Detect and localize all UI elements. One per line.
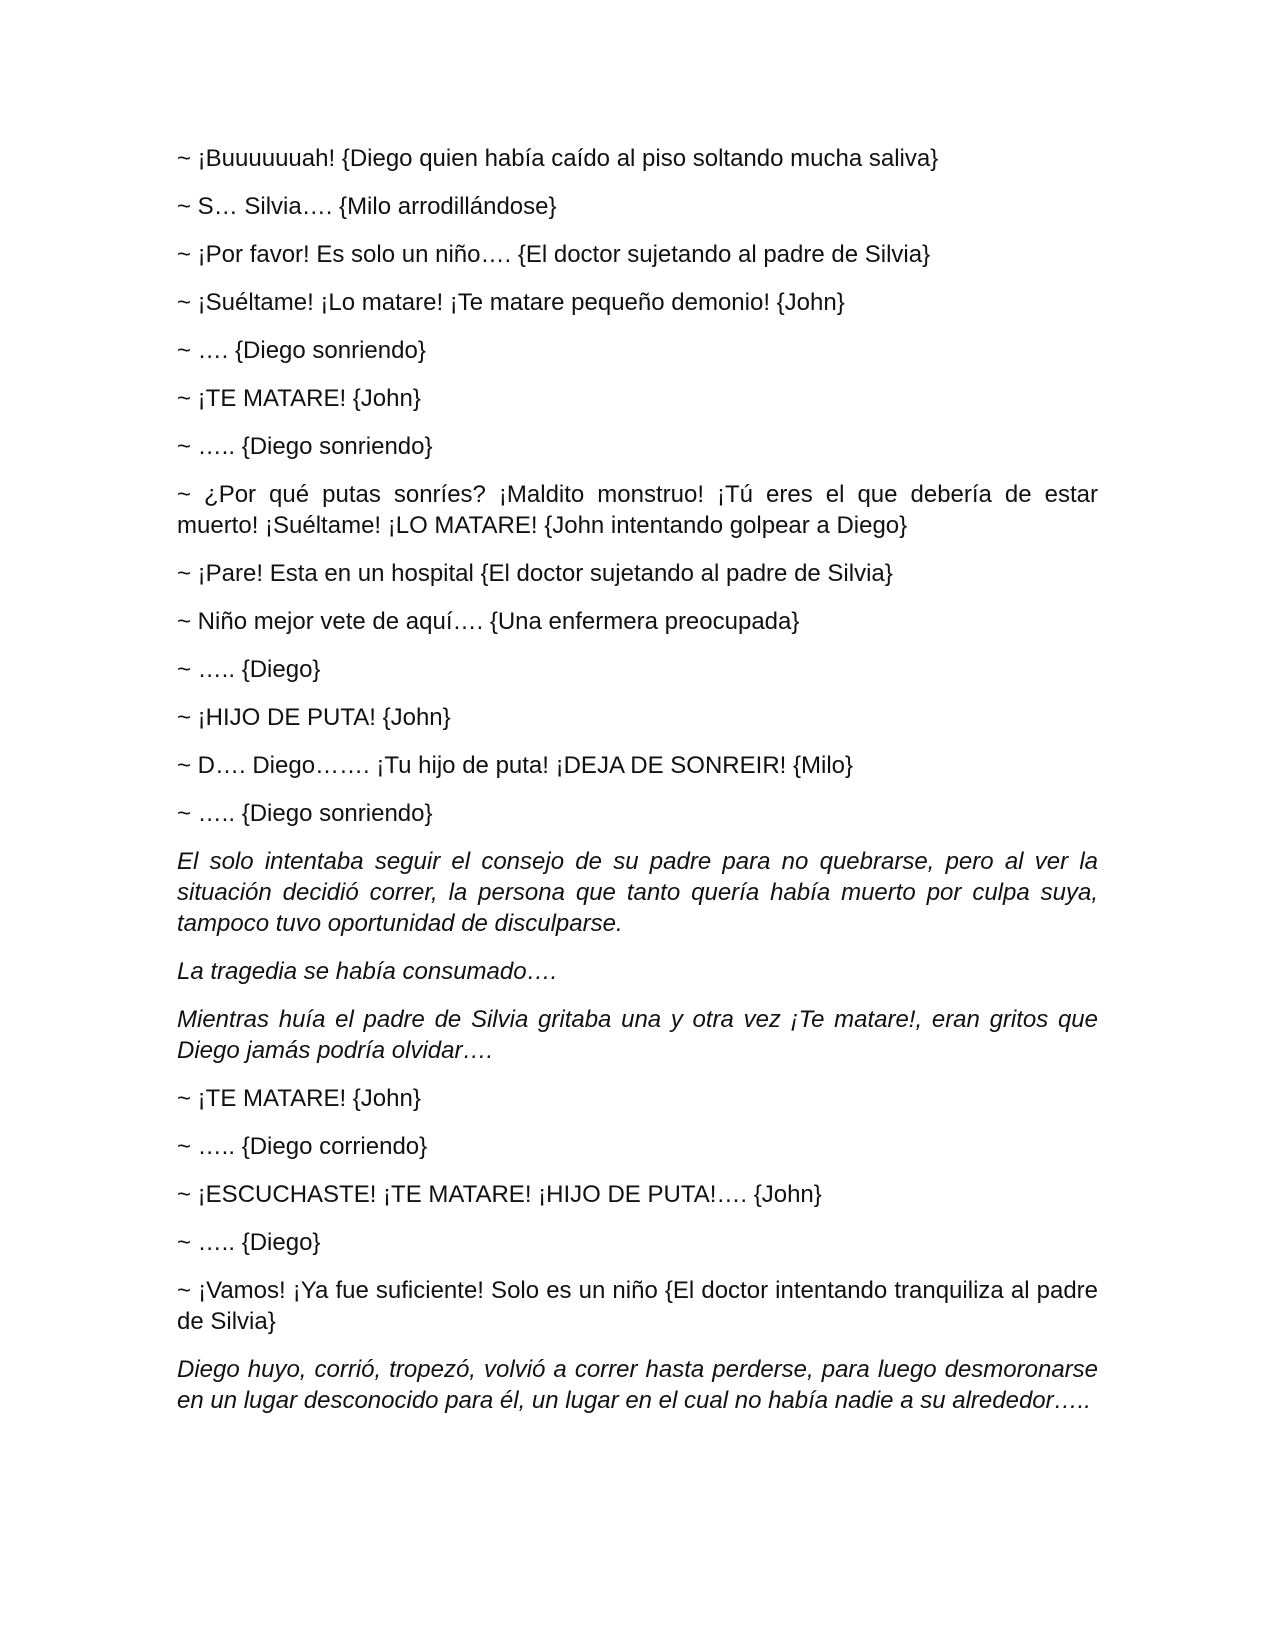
dialogue-line: ~ ¡Buuuuuuah! {Diego quien había caído al piso soltando mucha saliva} — [177, 145, 939, 172]
dialogue-line: ~ …. {Diego sonriendo} — [177, 337, 426, 364]
dialogue-line: ~ ¡Pare! Esta en un hospital {El doctor sujetando al padre de Silvia} — [177, 560, 893, 587]
dialogue-line: ~ D…. Diego……. ¡Tu hijo de puta! ¡DEJA DE SONREIR! {Milo} — [177, 752, 854, 779]
narration-paragraph: El solo intentaba seguir el consejo de su padre para no quebrarse, pero al ver la situación decidió correr, la persona que tanto quería había muerto por culpa suya, tampoco tuvo oportunidad de disculparse. — [177, 848, 1098, 937]
dialogue-line: ~ ¡Suéltame! ¡Lo matare! ¡Te matare pequeño demonio! {John} — [177, 289, 845, 316]
dialogue-line: ~ ¡ESCUCHASTE! ¡TE MATARE! ¡HIJO DE PUTA!…. {John} — [177, 1181, 822, 1208]
dialogue-line: ~ ….. {Diego corriendo} — [177, 1133, 428, 1160]
document-body — [177, 143, 1098, 1433]
dialogue-line: ~ ¡Vamos! ¡Ya fue suficiente! Solo es un niño {El doctor intentando tranquiliza al padre de Silvia} — [177, 1277, 1098, 1335]
narration-paragraph: Diego huyo, corrió, tropezó, volvió a correr hasta perderse, para luego desmoronarse en un lugar desconocido para él, un lugar en el cual no había nadie a su alrededor….. — [177, 1356, 1098, 1414]
dialogue-line: ~ ¡HIJO DE PUTA! {John} — [177, 704, 451, 731]
dialogue-line: ~ ¡Por favor! Es solo un niño…. {El doctor sujetando al padre de Silvia} — [177, 241, 931, 268]
dialogue-line: ~ ….. {Diego sonriendo} — [177, 433, 433, 460]
dialogue-line: ~ ¿Por qué putas sonríes? ¡Maldito monstruo! ¡Tú eres el que debería de estar muerto! ¡Suéltame! ¡LO MATARE! {John intentando golpear a Diego} — [177, 481, 1098, 539]
dialogue-line: ~ ….. {Diego sonriendo} — [177, 800, 433, 827]
dialogue-line: ~ ….. {Diego} — [177, 656, 321, 683]
dialogue-line: ~ Niño mejor vete de aquí…. {Una enfermera preocupada} — [177, 608, 800, 635]
dialogue-line: ~ S… Silvia…. {Milo arrodillándose} — [177, 193, 557, 220]
narration-paragraph: Mientras huía el padre de Silvia gritaba una y otra vez ¡Te matare!, eran gritos que Diego jamás podría olvidar…. — [177, 1006, 1098, 1064]
dialogue-line: ~ ¡TE MATARE! {John} — [177, 1085, 421, 1112]
dialogue-line: ~ ….. {Diego} — [177, 1229, 321, 1256]
narration-paragraph: La tragedia se había consumado…. — [177, 958, 558, 985]
dialogue-line: ~ ¡TE MATARE! {John} — [177, 385, 421, 412]
